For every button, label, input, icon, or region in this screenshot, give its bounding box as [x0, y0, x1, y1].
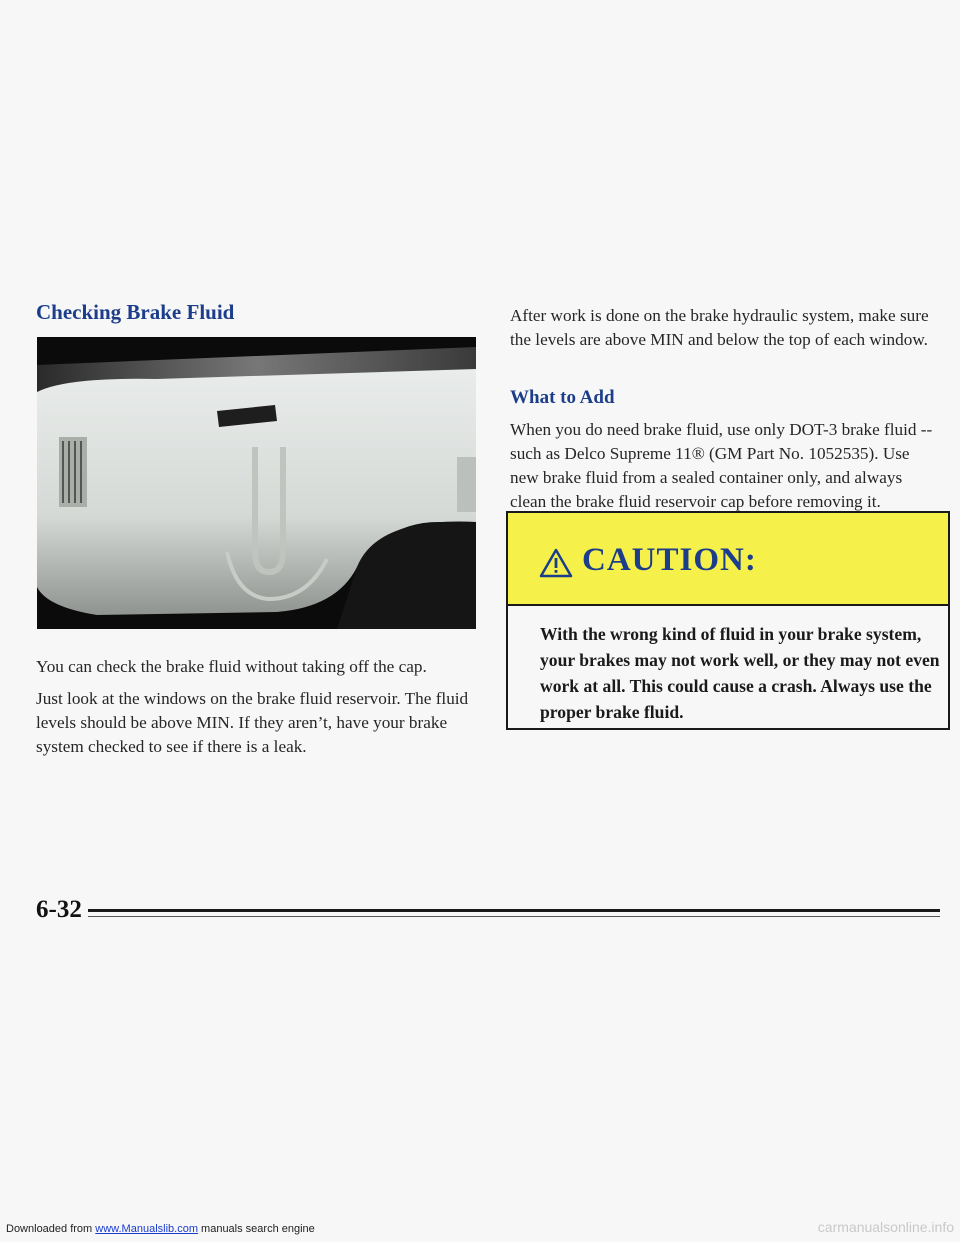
- right-paragraph-1: After work is done on the brake hydraulic system, make sure the levels are above MIN and below the top of each window.: [510, 306, 929, 349]
- caution-text: With the wrong kind of fluid in your brake system, your brakes may not work well, or they may not even work at all. This could cause a crash. Always use the proper brake fluid.: [540, 624, 940, 722]
- what-to-add-heading: What to Add: [510, 387, 615, 408]
- section-title: Checking Brake Fluid: [36, 300, 235, 324]
- warning-triangle-icon: [539, 548, 573, 578]
- footer-rule-thick: [88, 909, 940, 912]
- footer-rule-thin: [88, 916, 940, 917]
- brake-fluid-reservoir-photo: [37, 337, 476, 629]
- download-footer: [6, 1223, 315, 1235]
- caution-box: [506, 511, 950, 730]
- left-paragraph-1: You can check the brake fluid without taking off the cap.: [36, 657, 427, 676]
- manualslib-link[interactable]: www.Manualslib.com: [95, 1223, 198, 1235]
- right-paragraph-2: When you do need brake fluid, use only DOT-3 brake fluid -- such as Delco Supreme 11® (GM Part No. 1052535). Use new brake fluid from a sealed container only, and always clean the brake fluid reservoir cap before removing it.: [510, 420, 933, 511]
- left-paragraph-2: Just look at the windows on the brake fluid reservoir. The fluid levels should be above MIN. If they aren’t, have your brake system checked to see if there is a leak.: [36, 689, 469, 756]
- footer-prefix: Downloaded from: [6, 1223, 96, 1235]
- watermark: carmanualsonline.info: [817, 1219, 954, 1235]
- caution-header: [508, 513, 948, 606]
- page-number: 6-32: [36, 896, 82, 923]
- caution-label: CAUTION:: [582, 542, 757, 578]
- footer-suffix: manuals search engine: [197, 1223, 315, 1235]
- reservoir-illustration: [37, 337, 476, 629]
